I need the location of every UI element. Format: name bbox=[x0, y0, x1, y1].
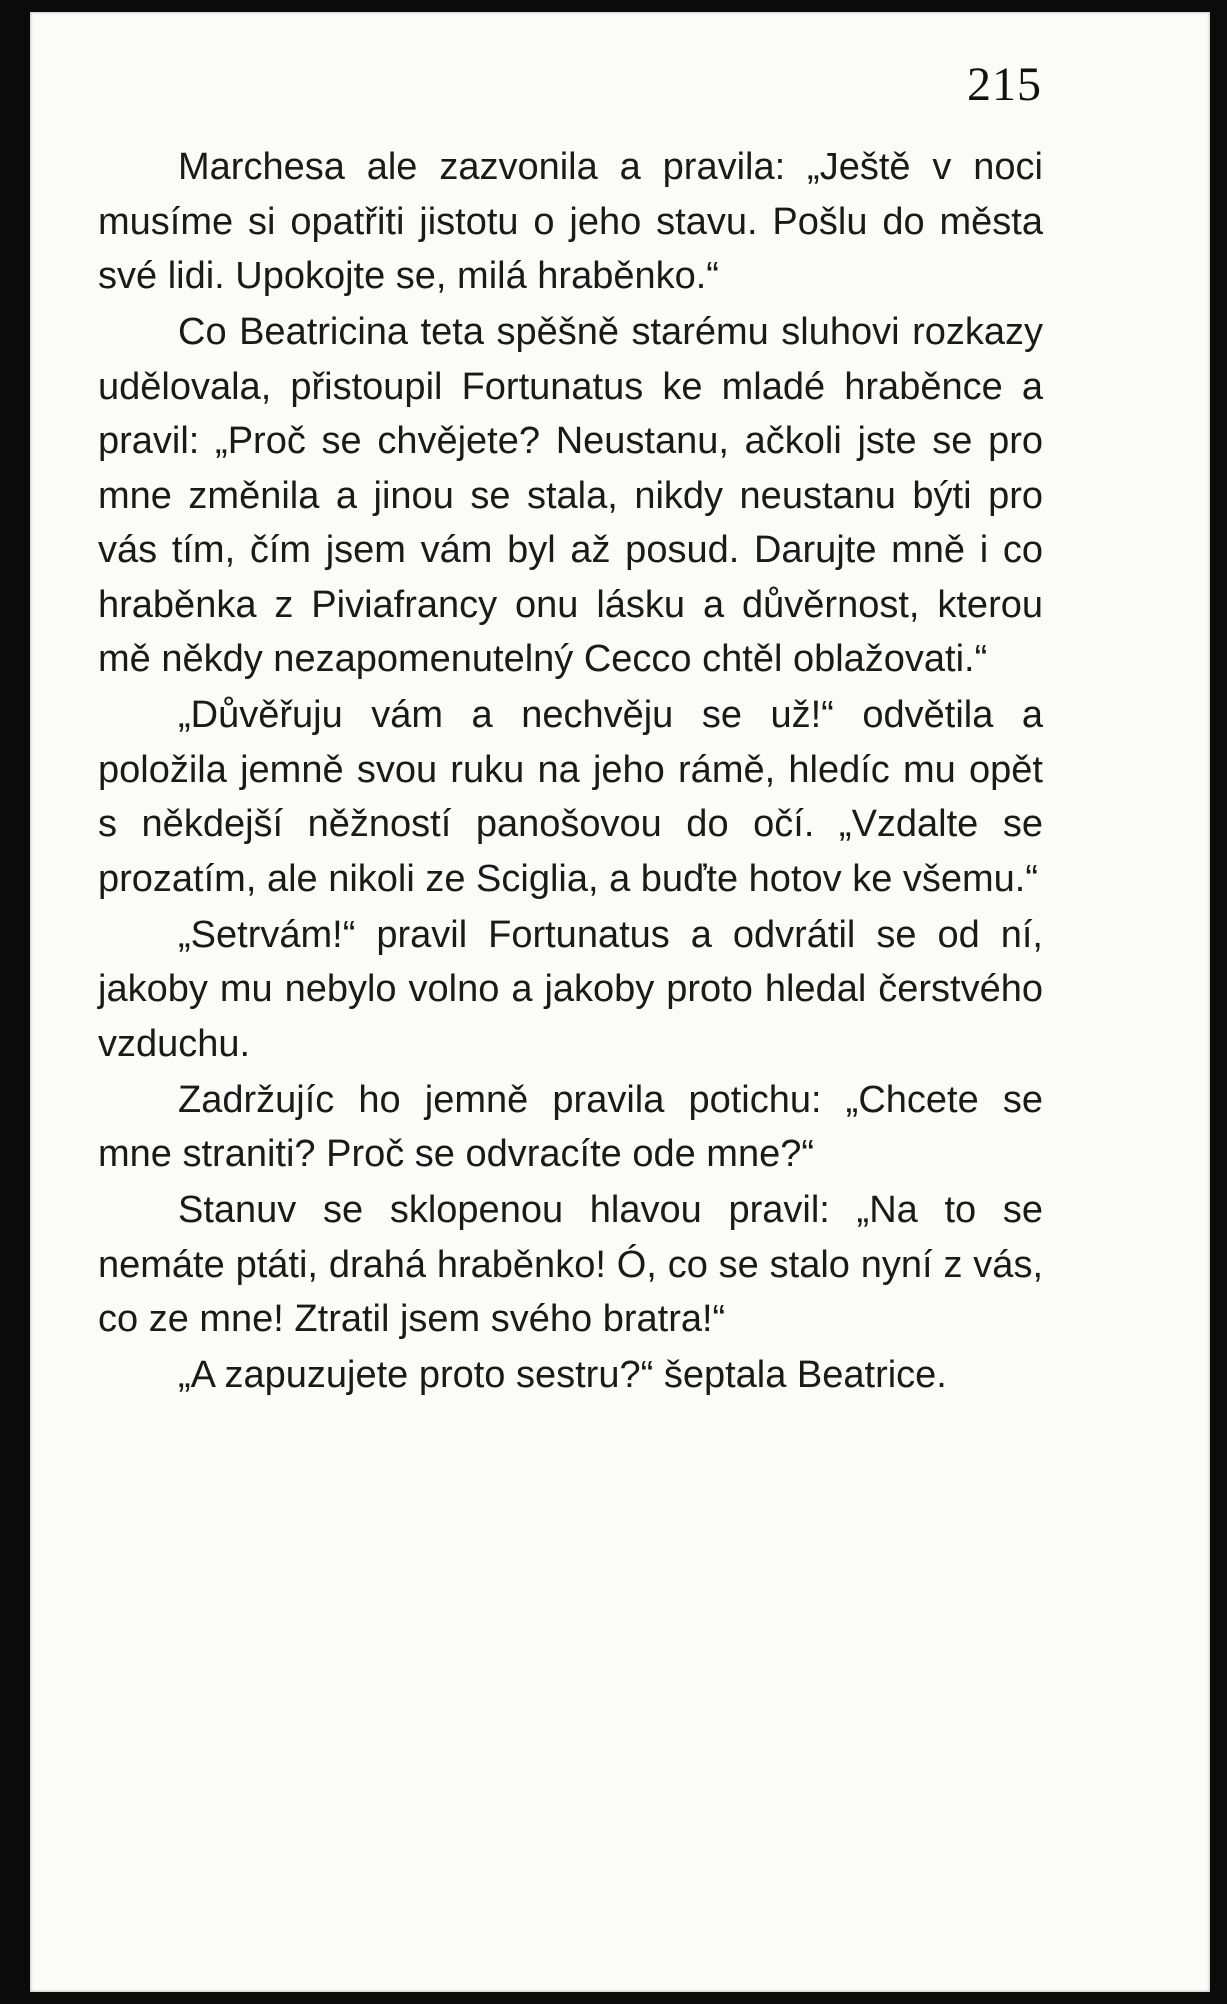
book-page bbox=[30, 12, 1210, 1992]
page-number: 215 bbox=[967, 58, 1042, 111]
paragraph: Marchesa ale zazvonila a pravila: „Ještě v noci musíme si opatřiti jistotu o jeho stavu. Pošlu do města své lidi. Upokojte se, milá hraběnko.“ bbox=[98, 146, 1043, 297]
paragraph: „A zapuzujete proto sestru?“ šeptala Beatrice. bbox=[178, 1354, 947, 1396]
paragraph: Zadržujíc ho jemně pravila potichu: „Chcete se mne straniti? Proč se odvracíte ode mne?“ bbox=[98, 1078, 1043, 1175]
paragraph: „Důvěřuju vám a nechvěju se už!“ odvětila a položila jemně svou ruku na jeho rámě, hledíc mu opět s někdejší něžností panošovou do očí. „Vzdalte se prozatím, ale nikoli ze Sciglia, a buďte hotov ke všemu.“ bbox=[98, 694, 1043, 900]
paragraph: „Setrvám!“ pravil Fortunatus a odvrátil se od ní, jakoby mu nebylo volno a jakoby proto hledal čerstvého vzduchu. bbox=[98, 913, 1043, 1065]
paragraph: Stanuv se sklopenou hlavou pravil: „Na to se nemáte ptáti, drahá hraběnko! Ó, co se stalo nyní z vás, co ze mne! Ztratil jsem svého bratra!“ bbox=[98, 1189, 1043, 1340]
paragraph: Co Beatricina teta spěšně starému sluhovi rozkazy udělovala, přistoupil Fortunatus ke mladé hraběnce a pravil: „Proč se chvějete? Neustanu, ačkoli jste se pro mne změnila a jinou se stala, nikdy neustanu býti pro vás tím, čím jsem vám byl až posud. Darujte mně i co hraběnka z Piviafrancy onu lásku a důvěrnost, kterou mě někdy nezapomenutelný Cecco chtěl oblažovati.“ bbox=[98, 311, 1043, 680]
body-text bbox=[98, 140, 1043, 1404]
